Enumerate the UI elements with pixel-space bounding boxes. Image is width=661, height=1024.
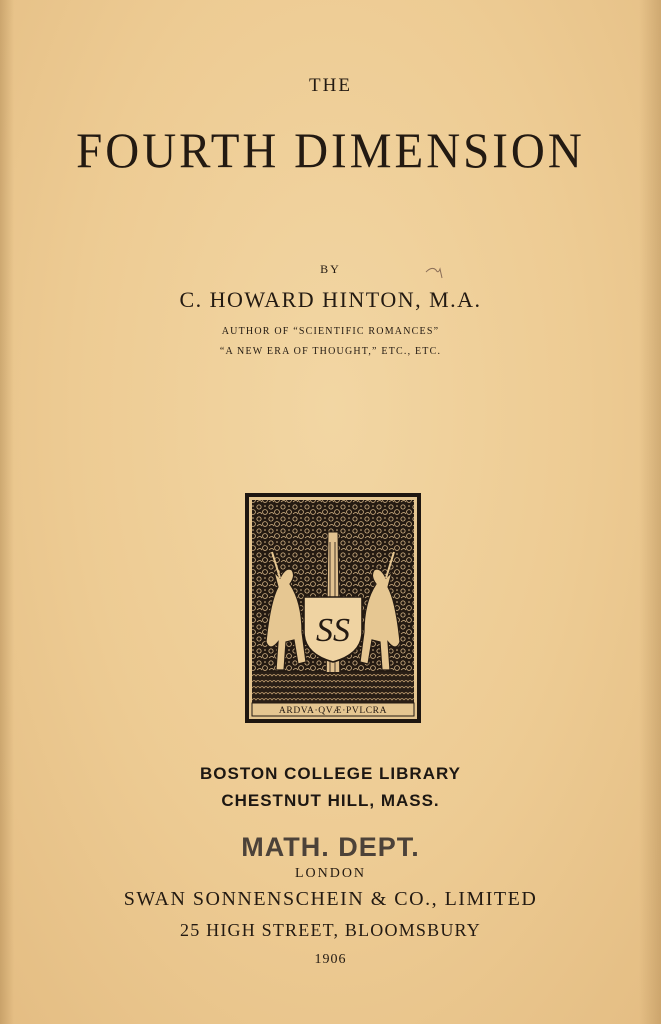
- author-credit-1: AUTHOR OF “SCIENTIFIC ROMANCES”: [221, 326, 440, 337]
- imprint-address: 25 HIGH STREET, BLOOMSBURY: [180, 920, 481, 940]
- title-prefix: THE: [309, 75, 352, 96]
- imprint-publisher: SWAN SONNENSCHEIN & CO., LIMITED: [123, 888, 538, 910]
- library-stamp-line-1: BOSTON COLLEGE LIBRARY: [200, 764, 461, 783]
- math-dept-stamp: MATH. DEPT.: [241, 832, 420, 862]
- book-title: FOURTH DIMENSION: [76, 123, 585, 179]
- author-name: C. HOWARD HINTON, M.A.: [179, 287, 482, 312]
- publisher-emblem: [244, 492, 422, 724]
- by-line: BY: [320, 262, 341, 276]
- imprint-city: LONDON: [294, 866, 367, 881]
- emblem-monogram: SS: [316, 612, 350, 649]
- imprint-year: 1906: [314, 952, 347, 967]
- emblem-motto: ARDVA·QVÆ·PVLCRA: [278, 706, 388, 716]
- library-stamp-line-2: CHESTNUT HILL, MASS.: [221, 791, 440, 810]
- pencil-mark-icon: [424, 264, 446, 280]
- author-credit-2: “A NEW ERA OF THOUGHT,” ETC., ETC.: [219, 346, 442, 357]
